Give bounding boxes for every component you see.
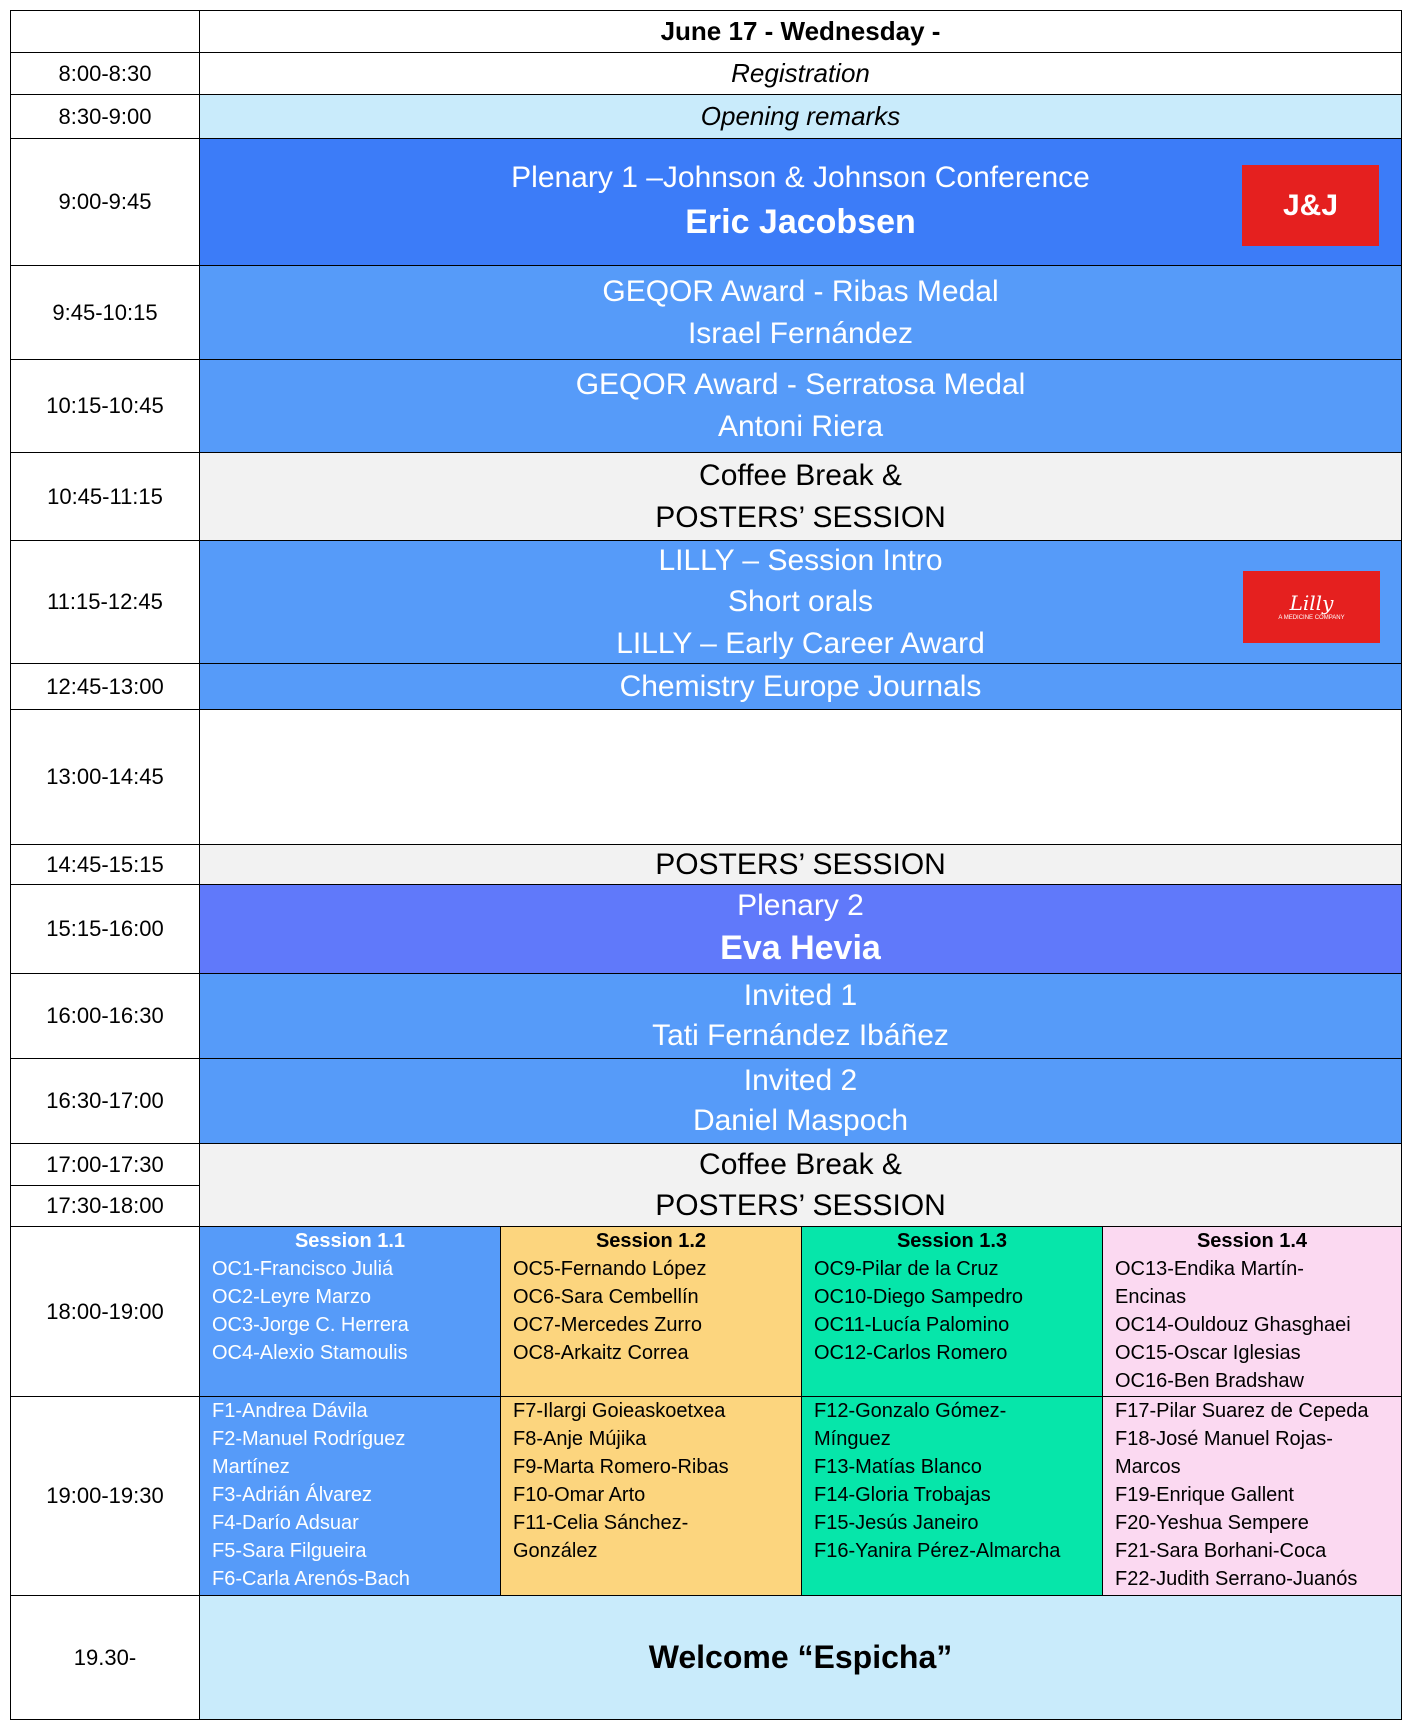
session-1-2-cell (500, 1226, 802, 1397)
time-cell: 8:00-8:30 (10, 52, 200, 95)
flash-item: F17-Pilar Suarez de Cepeda (1115, 1400, 1369, 1422)
flash-item: F20-Yeshua Sempere (1115, 1512, 1309, 1534)
coffee-break-cell (199, 452, 1402, 541)
flash-2-cell (500, 1396, 802, 1596)
invited1-title: Invited 1 (743, 978, 858, 1012)
chemistry-europe-cell: Chemistry Europe Journals (199, 663, 1402, 710)
flash-item: F21-Sara Borhani-Coca (1115, 1540, 1327, 1562)
plenary2-title: Plenary 2 (737, 888, 864, 922)
flash-item: F8-Anje Mújika (513, 1428, 647, 1450)
time-cell: 12:45-13:00 (10, 663, 200, 710)
plenary2-cell (199, 884, 1402, 974)
time-cell: 9:45-10:15 (10, 265, 200, 360)
plenary1-cell (199, 138, 1402, 266)
session-item: OC6-Sara Cembellín (513, 1286, 699, 1308)
invited1-speaker: Tati Fernández Ibáñez (652, 1019, 949, 1052)
plenary1-speaker: Eric Jacobsen (685, 203, 916, 242)
flash-item: F5-Sara Filgueira (212, 1540, 367, 1562)
ribas-speaker: Israel Fernández (687, 316, 914, 350)
flash-item: F19-Enrique Gallent (1115, 1484, 1294, 1506)
flash-item: F22-Judith Serrano-Juanós (1115, 1568, 1358, 1590)
empty-slot-cell (199, 709, 1402, 845)
session-1-4-cell (1102, 1226, 1402, 1397)
session-item: OC9-Pilar de la Cruz (814, 1258, 999, 1280)
time-cell: 19.30- (10, 1595, 200, 1720)
invited2-cell (199, 1058, 1402, 1144)
time-cell: 8:30-9:00 (10, 94, 200, 139)
session-title: Session 1.3 (896, 1230, 1008, 1252)
registration-cell: Registration (199, 52, 1402, 95)
ribas-title: GEQOR Award - Ribas Medal (602, 274, 999, 308)
ribas-medal-cell (199, 265, 1402, 360)
time-cell: 17:30-18:00 (10, 1185, 200, 1227)
flash-item: F13-Matías Blanco (814, 1456, 982, 1478)
lilly-line1: LILLY – Session Intro (658, 543, 943, 577)
flash-item: F2-Manuel Rodríguez (212, 1428, 406, 1450)
time-cell: 14:45-15:15 (10, 844, 200, 885)
session-item: OC12-Carlos Romero (814, 1342, 1008, 1364)
flash-1-cell (199, 1396, 501, 1596)
lilly-logo-tag: A MEDICINE COMPANY (1278, 615, 1345, 621)
flash-item: Martínez (212, 1456, 290, 1478)
session-item: OC4-Alexio Stamoulis (212, 1342, 408, 1364)
session-item: OC1-Francisco Juliá (212, 1258, 394, 1280)
session-item: OC8-Arkaitz Correa (513, 1342, 689, 1364)
time-cell: 10:45-11:15 (10, 452, 200, 541)
flash-4-cell (1102, 1396, 1402, 1596)
flash-item: F14-Gloria Trobajas (814, 1484, 991, 1506)
header-corner (10, 10, 200, 53)
time-cell: 10:15-10:45 (10, 359, 200, 453)
time-cell: 16:00-16:30 (10, 973, 200, 1059)
session-item: OC16-Ben Bradshaw (1115, 1370, 1304, 1392)
flash-item: González (513, 1540, 598, 1562)
coffee-break-cell (199, 1143, 1402, 1227)
invited2-title: Invited 2 (743, 1063, 858, 1097)
time-cell: 18:00-19:00 (10, 1226, 200, 1397)
plenary2-speaker: Eva Hevia (720, 929, 881, 968)
session-item: Encinas (1115, 1286, 1187, 1308)
session-item: OC7-Mercedes Zurro (513, 1314, 702, 1336)
lilly-line3: LILLY – Early Career Award (616, 626, 985, 660)
lilly-session-cell (199, 540, 1402, 664)
opening-remarks-cell: Opening remarks (199, 94, 1402, 139)
welcome-cell: Welcome “Espicha” (199, 1595, 1402, 1720)
flash-item: F3-Adrián Álvarez (212, 1484, 373, 1506)
serratosa-medal-cell (199, 359, 1402, 453)
session-item: OC3-Jorge C. Herrera (212, 1314, 409, 1336)
flash-item: F15-Jesús Janeiro (814, 1512, 979, 1534)
session-item: OC14-Ouldouz Ghasghaei (1115, 1314, 1351, 1336)
session-1-3-cell (801, 1226, 1103, 1397)
flash-item: Mínguez (814, 1428, 891, 1450)
time-cell: 11:15-12:45 (10, 540, 200, 664)
session-title: Session 1.1 (294, 1230, 406, 1252)
session-title: Session 1.4 (1196, 1230, 1308, 1252)
invited1-cell (199, 973, 1402, 1059)
session-1-1-cell (199, 1226, 501, 1397)
schedule-table (10, 10, 1402, 1720)
coffee-line1: Coffee Break & (699, 1147, 902, 1181)
session-item: OC5-Fernando López (513, 1258, 707, 1280)
flash-item: F9-Marta Romero-Ribas (513, 1456, 729, 1478)
lilly-line2: Short orals (727, 585, 874, 619)
posters-session-cell: POSTERS’ SESSION (199, 844, 1402, 885)
time-cell: 9:00-9:45 (10, 138, 200, 266)
invited2-speaker: Daniel Maspoch (692, 1104, 909, 1137)
flash-item: F4-Darío Adsuar (212, 1512, 359, 1534)
time-cell: 13:00-14:45 (10, 709, 200, 845)
session-item: OC10-Diego Sampedro (814, 1286, 1023, 1308)
session-item: OC2-Leyre Marzo (212, 1286, 371, 1308)
flash-item: F10-Omar Arto (513, 1484, 646, 1506)
flash-item: Marcos (1115, 1456, 1181, 1478)
session-item: OC13-Endika Martín- (1115, 1258, 1304, 1280)
plenary1-title: Plenary 1 –Johnson & Johnson Conference (511, 161, 1090, 195)
coffee-line1: Coffee Break & (699, 458, 902, 492)
coffee-line2: POSTERS’ SESSION (655, 500, 946, 534)
lilly-logo (1243, 571, 1380, 643)
flash-item: F6-Carla Arenós-Bach (212, 1568, 410, 1590)
coffee-line2: POSTERS’ SESSION (655, 1189, 946, 1222)
flash-item: F12-Gonzalo Gómez- (814, 1400, 1007, 1422)
jj-logo-text: J&J (1282, 188, 1339, 222)
flash-item: F1-Andrea Dávila (212, 1400, 368, 1422)
flash-item: F16-Yanira Pérez-Almarcha (814, 1540, 1061, 1562)
session-item: OC11-Lucía Palomino (814, 1314, 1010, 1336)
serratosa-speaker: Antoni Riera (717, 410, 884, 443)
flash-3-cell (801, 1396, 1103, 1596)
lilly-logo-script: Lilly (1289, 591, 1334, 615)
time-cell: 17:00-17:30 (10, 1143, 200, 1186)
flash-item: F18-José Manuel Rojas- (1115, 1428, 1333, 1450)
time-cell: 16:30-17:00 (10, 1058, 200, 1144)
flash-item: F7-Ilargi Goieaskoetxea (513, 1400, 726, 1422)
time-cell: 15:15-16:00 (10, 884, 200, 974)
time-cell: 19:00-19:30 (10, 1396, 200, 1596)
day-header: June 17 - Wednesday - (199, 10, 1402, 53)
jj-logo (1242, 165, 1379, 246)
serratosa-title: GEQOR Award - Serratosa Medal (575, 368, 1026, 401)
session-title: Session 1.2 (595, 1230, 707, 1252)
flash-item: F11-Celia Sánchez- (513, 1512, 689, 1534)
session-item: OC15-Oscar Iglesias (1115, 1342, 1301, 1364)
